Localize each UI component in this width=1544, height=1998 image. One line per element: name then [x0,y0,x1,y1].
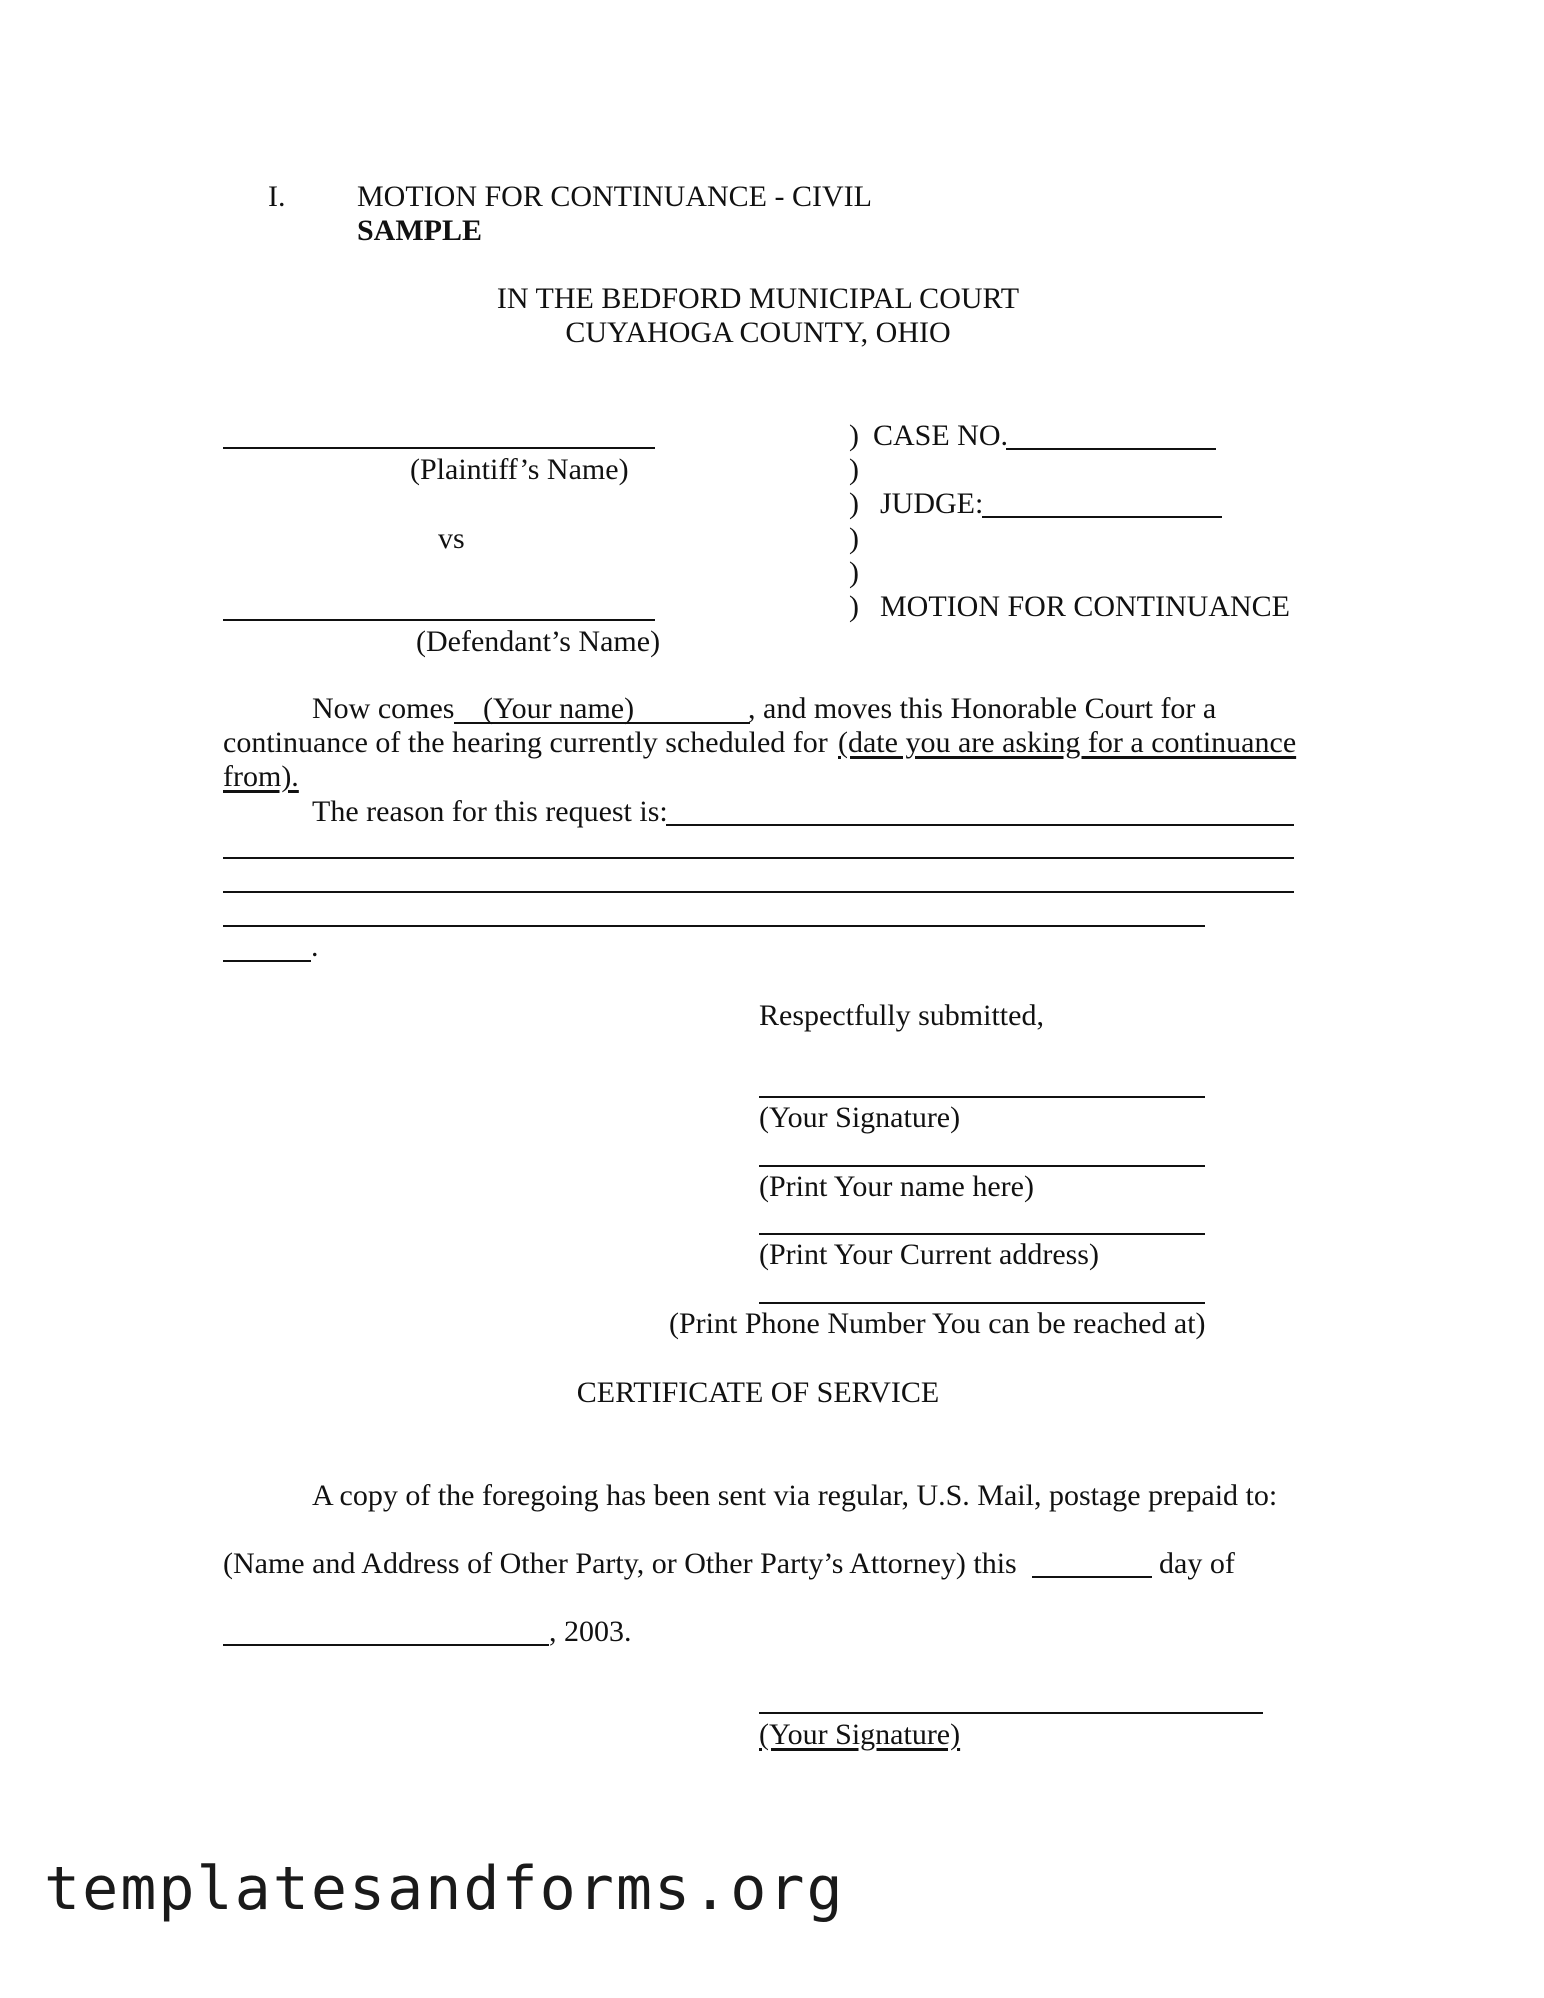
day-of-text: day of [1159,1547,1235,1580]
print-name-line[interactable] [759,1165,1205,1167]
reason-period: . [311,930,319,963]
respectfully-submitted: Respectfully submitted, [759,999,1044,1032]
your-name-placeholder: (Your name) [483,692,635,725]
caption-paren: ) [849,419,859,452]
certificate-title: CERTIFICATE OF SERVICE [576,1376,940,1409]
phone-line[interactable] [759,1302,1205,1304]
phone-label: (Print Phone Number You can be reached at) [669,1307,1206,1340]
day-line[interactable] [1032,1576,1152,1578]
signature-line[interactable] [759,1096,1205,1098]
reason-line[interactable] [666,824,1294,826]
reason-label: The reason for this request is: [312,795,668,828]
caption-paren: ) [849,453,859,486]
reason-line[interactable] [223,925,1205,927]
print-name-label: (Print Your name here) [759,1170,1034,1203]
watermark: templatesandforms.org [44,1854,845,1924]
defendant-name-line[interactable] [223,619,655,621]
month-line[interactable] [223,1644,549,1646]
now-comes-text: Now comes [312,692,455,725]
motion-title: MOTION FOR CONTINUANCE [880,590,1290,623]
plaintiff-name-line[interactable] [223,447,655,449]
caption-paren: ) [849,487,859,520]
plaintiff-label: (Plaintiff’s Name) [410,453,629,486]
versus-label: vs [438,522,465,555]
address-line[interactable] [759,1233,1205,1235]
case-number-line[interactable] [1006,448,1216,450]
certificate-copy-text: A copy of the foregoing has been sent via regular, U.S. Mail, postage prepaid to: [312,1479,1278,1512]
section-number: I. [268,180,286,213]
year-text: , 2003. [549,1615,632,1648]
reason-line[interactable] [223,857,1294,859]
reason-line[interactable] [223,891,1294,893]
court-name: IN THE BEDFORD MUNICIPAL COURT [496,282,1020,315]
continuance-date-from: from). [223,760,299,793]
signature-label: (Your Signature) [759,1101,961,1134]
moves-text: , and moves this Honorable Court for a [748,692,1217,725]
continuance-text: continuance of the hearing currently scheduled for [223,726,828,759]
court-county: CUYAHOGA COUNTY, OHIO [565,316,951,349]
certificate-name-address: (Name and Address of Other Party, or Other Party’s Attorney) this [223,1547,1017,1580]
continuance-date-placeholder: (date you are asking for a continuance [838,726,1297,759]
address-label: (Print Your Current address) [759,1238,1099,1271]
judge-label: JUDGE: [880,487,984,520]
document-title: MOTION FOR CONTINUANCE - CIVIL [357,180,872,213]
certificate-signature-line[interactable] [759,1712,1263,1714]
sample-label: SAMPLE [357,214,483,247]
reason-line[interactable] [223,960,311,962]
caption-paren: ) [849,590,859,623]
caption-paren: ) [849,556,859,589]
certificate-signature-label: (Your Signature) [759,1718,961,1751]
judge-line[interactable] [982,516,1222,518]
case-number-label: CASE NO. [873,419,1009,452]
defendant-label: (Defendant’s Name) [416,625,661,658]
caption-paren: ) [849,522,859,555]
